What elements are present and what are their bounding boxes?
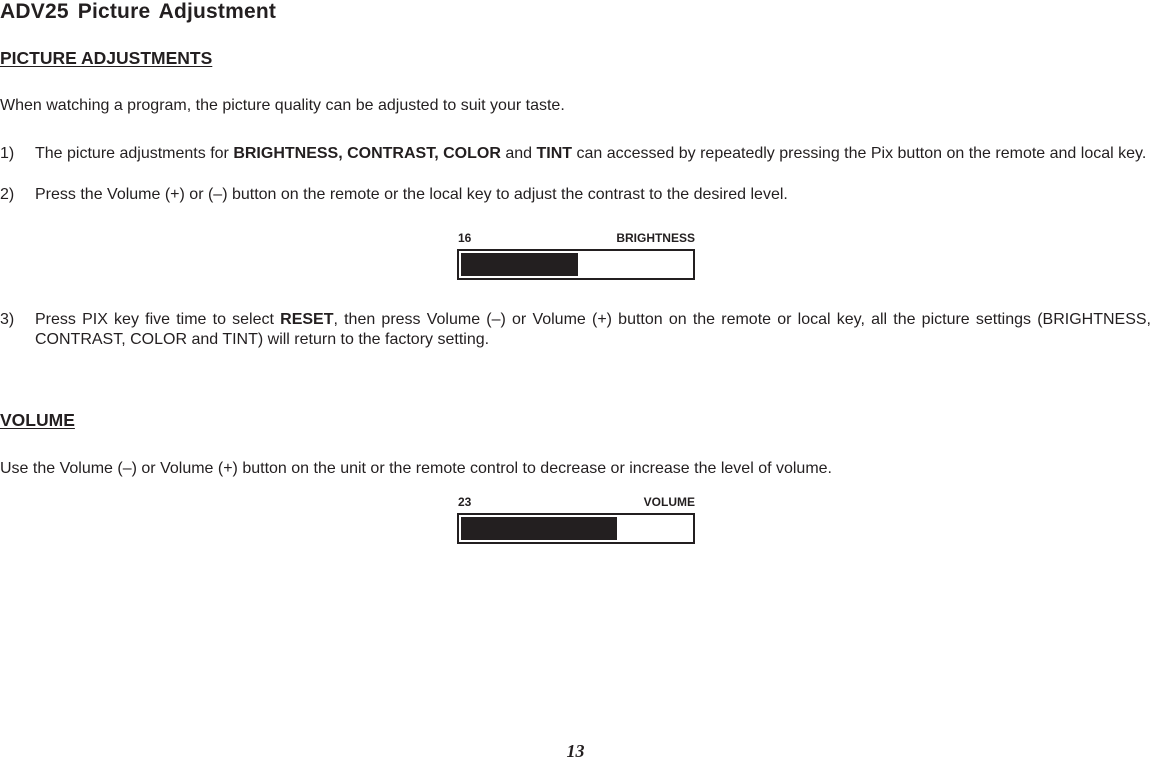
- volume-osd: [457, 494, 695, 544]
- volume-value: 23: [458, 495, 472, 509]
- brightness-osd: [457, 230, 695, 280]
- brightness-osd-labels: [457, 230, 695, 246]
- step-3-pre: Press PIX key five time to select: [35, 311, 281, 328]
- volume-osd-labels: [457, 494, 695, 510]
- step-1-text: [35, 144, 1151, 164]
- step-1-bold-tint: TINT: [536, 145, 573, 162]
- volume-heading: VOLUME: [0, 410, 75, 430]
- step-1-bold-settings: BRIGHTNESS, CONTRAST, COLOR: [233, 145, 501, 162]
- step-1-pre: The picture adjustments for: [35, 145, 234, 162]
- step-3-text: [35, 310, 1151, 350]
- volume-text: Use the Volume (–) or Volume (+) button on the unit or the remote control to decrease or increase the level of volume.: [0, 460, 832, 477]
- brightness-level-bar: [457, 249, 695, 280]
- brightness-value: 16: [458, 231, 472, 245]
- page-title: ADV25 Picture Adjustment: [0, 0, 277, 23]
- step-2-text: Press the Volume (+) or (–) button on the remote or the local key to adjust the contrast to the desired level.: [35, 186, 788, 203]
- step-1-mid: and: [500, 145, 537, 162]
- step-3-post: , then press Volume (–) or Volume (+) button on the remote or local key, all the picture settings (BRIGHTNESS, CONTRAST, COLOR and TINT) will return to the factory setting.: [35, 311, 1151, 348]
- brightness-level-fill: [461, 253, 578, 276]
- picture-intro-text: When watching a program, the picture quality can be adjusted to suit your taste.: [0, 97, 565, 114]
- volume-level-fill: [461, 517, 617, 540]
- page-number: 13: [566, 741, 585, 761]
- volume-level-bar: [457, 513, 695, 544]
- step-3-bold-reset: RESET: [280, 311, 334, 328]
- step-2-number: 2): [0, 186, 15, 203]
- step-3-number: 3): [0, 311, 15, 328]
- picture-adjustments-heading: PICTURE ADJUSTMENTS: [0, 48, 213, 68]
- step-1-post: can accessed by repeatedly pressing the Pix button on the remote and local key.: [572, 145, 1147, 162]
- brightness-label: BRIGHTNESS: [616, 231, 695, 245]
- step-1-number: 1): [0, 145, 15, 162]
- volume-label: VOLUME: [643, 495, 695, 509]
